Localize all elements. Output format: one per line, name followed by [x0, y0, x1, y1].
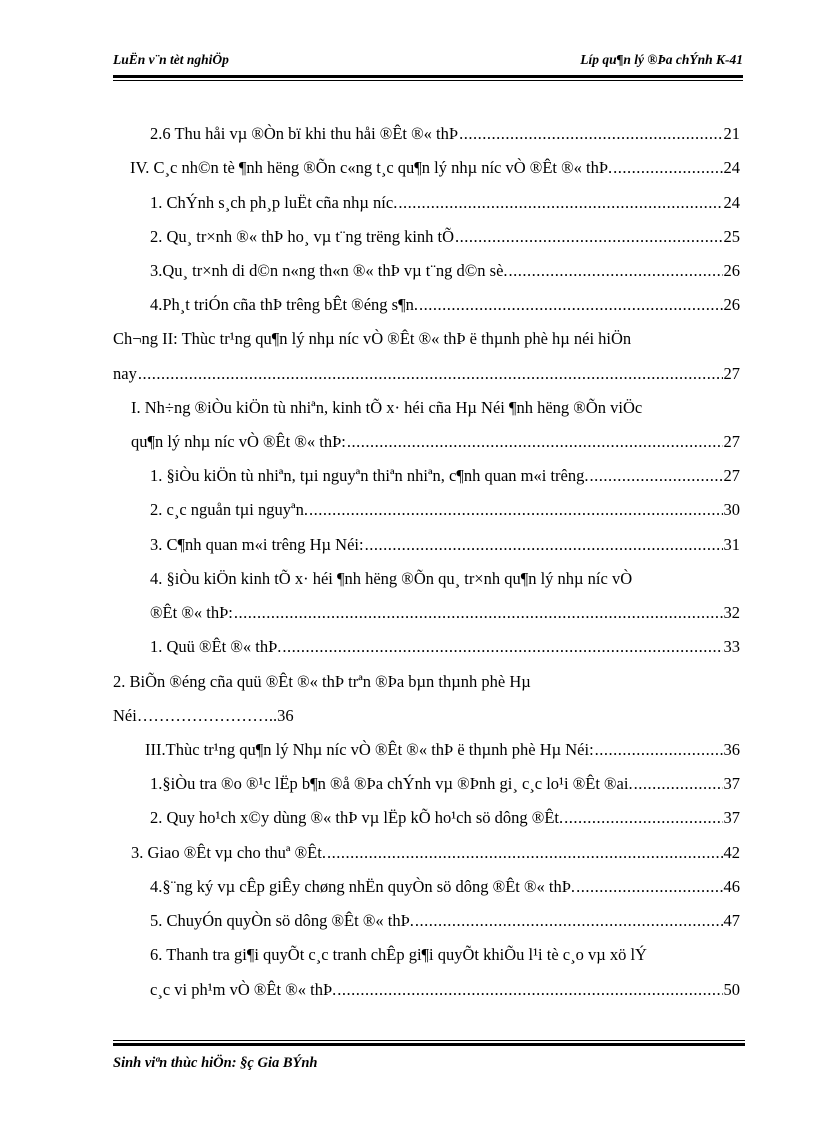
toc-page-number: 27: [723, 432, 740, 451]
toc-leader: [590, 464, 723, 488]
toc-entry-title: 2.6 Thu håi vµ ®Òn bï khi thu håi ®Êt ®« thÞ: [150, 124, 459, 143]
toc-entry-title: 2. Quy ho¹ch x©y dùng ®« thÞ vµ lËp kÕ ho¹ch sö dông ®Êt.: [150, 808, 564, 827]
footer-rule-thin: [113, 1040, 745, 1041]
toc-page-number: 21: [723, 124, 740, 143]
toc-entry-title: III.Thùc tr¹ng qu¶n lý Nhµ níc vÒ ®Êt ®« thÞ ë thµnh phè Hµ Néi:: [145, 740, 594, 759]
toc-page-number: 26: [723, 295, 740, 314]
toc-entry: [150, 259, 740, 283]
toc-entry-title: 4.§¨ng ký vµ cÊp giÊy chøng nhËn quyÒn sö dông ®Êt ®« thÞ.: [150, 877, 576, 896]
toc-page-number: 27: [723, 364, 740, 383]
toc-entry: [150, 464, 740, 488]
toc-page-number: 33: [723, 637, 740, 656]
toc-entry-title: 3.Qu¸ tr×nh di d©n n«ng th«n ®« thÞ vµ t¨ng d©n sè.: [150, 261, 508, 280]
header-left-text: LuËn v¨n tèt nghiÖp: [113, 52, 229, 67]
toc-entry-title: 2. BiÕn ®éng cña quü ®Êt ®« thÞ trªn ®Þa bµn thµnh phè Hµ: [113, 672, 531, 691]
toc-entry: [150, 978, 740, 1002]
toc-entry-title: 1. ChÝnh s¸ch ph¸p luËt cña nhµ níc.: [150, 193, 398, 212]
toc-entry: [131, 430, 740, 454]
toc-page-number: 24: [723, 193, 740, 212]
toc-page-number: 27: [723, 466, 740, 485]
toc-entry: [150, 772, 740, 796]
header-right-text: Líp qu¶n lý ®Þa chÝnh K-41: [580, 52, 743, 67]
toc-entry: [150, 635, 740, 659]
toc-entry-title: 3. C¶nh quan m«i trêng Hµ Néi:: [150, 535, 364, 554]
toc-page-number: 42: [723, 843, 740, 862]
toc-entry-title: 6. Thanh tra gi¶i quyÕt c¸c tranh chÊp gi¶i quyÕt khiÕu l¹i tè c¸o vµ xö lÝ: [150, 945, 647, 964]
toc-entry: [150, 601, 740, 625]
toc-entry-title: 1.§iÒu tra ®o ®¹c lËp b¶n ®å ®Þa chÝnh vµ ®Þnh gi¸ c¸c lo¹i ®Êt ®ai.: [150, 774, 633, 793]
toc-leader: [309, 498, 723, 522]
toc-leader: [509, 259, 723, 283]
toc-leader: [419, 293, 723, 317]
toc-entry-title: ®Êt ®« thÞ:: [150, 603, 233, 622]
toc-page-number: 32: [723, 603, 740, 622]
toc-entry: [131, 841, 740, 865]
toc-entry: [150, 498, 740, 522]
toc-page-number: 37: [723, 808, 740, 827]
toc-leader: [455, 225, 722, 249]
toc-leader: [347, 430, 723, 454]
toc-entry-title: 3. Giao ®Êt vµ cho thuª ®Êt.: [131, 843, 326, 862]
toc-leader: [634, 772, 723, 796]
footer-rule-thick: [113, 1043, 745, 1046]
header-rule-thin: [113, 80, 743, 81]
toc-entry-title: 5. ChuyÓn quyÒn sö dông ®Êt ®« thÞ.: [150, 911, 414, 930]
toc-page-number: 26: [723, 261, 740, 280]
toc-entry: [150, 875, 740, 899]
toc-entry: [150, 533, 740, 557]
toc-page-number: 36: [723, 740, 740, 759]
toc-page-number: 46: [723, 877, 740, 896]
toc-page-number: 30: [723, 500, 740, 519]
toc-entry-title: Ch¬ng II: Thùc tr¹ng qu¶n lý nhµ níc vÒ ®Êt ®« thÞ ë thµnh phè hµ néi hiÖn: [113, 329, 632, 348]
toc-page-number: 25: [723, 227, 740, 246]
toc-leader: [564, 806, 722, 830]
toc-page-number: 47: [723, 911, 740, 930]
toc-entry-title: c¸c vi ph¹m vÒ ®Êt ®« thÞ.: [150, 980, 337, 999]
toc-entry-title: Néi……………………..36: [113, 706, 294, 725]
toc-leader: [365, 533, 723, 557]
toc-leader: [613, 156, 722, 180]
toc-leader: [138, 362, 723, 386]
toc-page-number: 31: [723, 535, 740, 554]
toc-entry: [150, 293, 740, 317]
toc-page-number: 24: [723, 158, 740, 177]
toc-entry: [150, 909, 740, 933]
toc-leader: [234, 601, 723, 625]
toc-entry-title: IV. C¸c nh©n tè ¶nh hëng ®Õn c«ng t¸c qu¶n lý nhµ níc vÒ ®Êt ®« thÞ.: [130, 158, 613, 177]
toc-leader: [337, 978, 722, 1002]
toc-page-number: 37: [723, 774, 740, 793]
toc-leader: [459, 122, 722, 146]
page-footer: Sinh viªn thùc hiÖn: §ç Gia BÝnh: [113, 1055, 318, 1071]
toc-leader: [415, 909, 723, 933]
toc-entry: [150, 806, 740, 830]
toc-entry-title: qu¶n lý nhµ níc vÒ ®Êt ®« thÞ:: [131, 432, 346, 451]
page-header: [113, 52, 743, 72]
toc-entry-title: 1. §iÒu kiÖn tù nhiªn, tµi nguyªn thiªn nhiªn, c¶nh quan m«i trêng.: [150, 466, 589, 485]
toc-page-number: 50: [723, 980, 740, 999]
toc-leader: [282, 635, 722, 659]
toc-entry-title: 4.Ph¸t triÓn cña thÞ trêng bÊt ®éng s¶n.: [150, 295, 418, 314]
toc-entry: [150, 122, 740, 146]
toc-leader: [398, 191, 722, 215]
toc-leader: [595, 738, 723, 762]
header-rule-thick: [113, 75, 743, 78]
toc-entry-title: 1. Quü ®Êt ®« thÞ.: [150, 637, 282, 656]
toc-entry: [145, 738, 740, 762]
toc-entry-title: 2. c¸c nguån tµi nguyªn.: [150, 500, 308, 519]
toc-entry-title: I. Nh÷ng ®iÒu kiÖn tù nhiªn, kinh tÕ x· héi cña Hµ Néi ¶nh hëng ®Õn viÖc: [131, 398, 643, 417]
toc-entry: [150, 191, 740, 215]
toc-entry: [113, 362, 740, 386]
toc-entry: [150, 225, 740, 249]
toc-entry: [130, 156, 740, 180]
toc-leader: [327, 841, 723, 865]
toc-leader: [576, 875, 722, 899]
toc-entry-title: 2. Qu¸ tr×nh ®« thÞ ho¸ vµ t¨ng trëng kinh tÕ: [150, 227, 455, 246]
toc-entry-title: 4. §iÒu kiÖn kinh tÕ x· héi ¶nh hëng ®Õn qu¸ tr×nh qu¶n lý nhµ níc vÒ: [150, 569, 633, 588]
toc-entry-title: nay: [113, 364, 137, 383]
